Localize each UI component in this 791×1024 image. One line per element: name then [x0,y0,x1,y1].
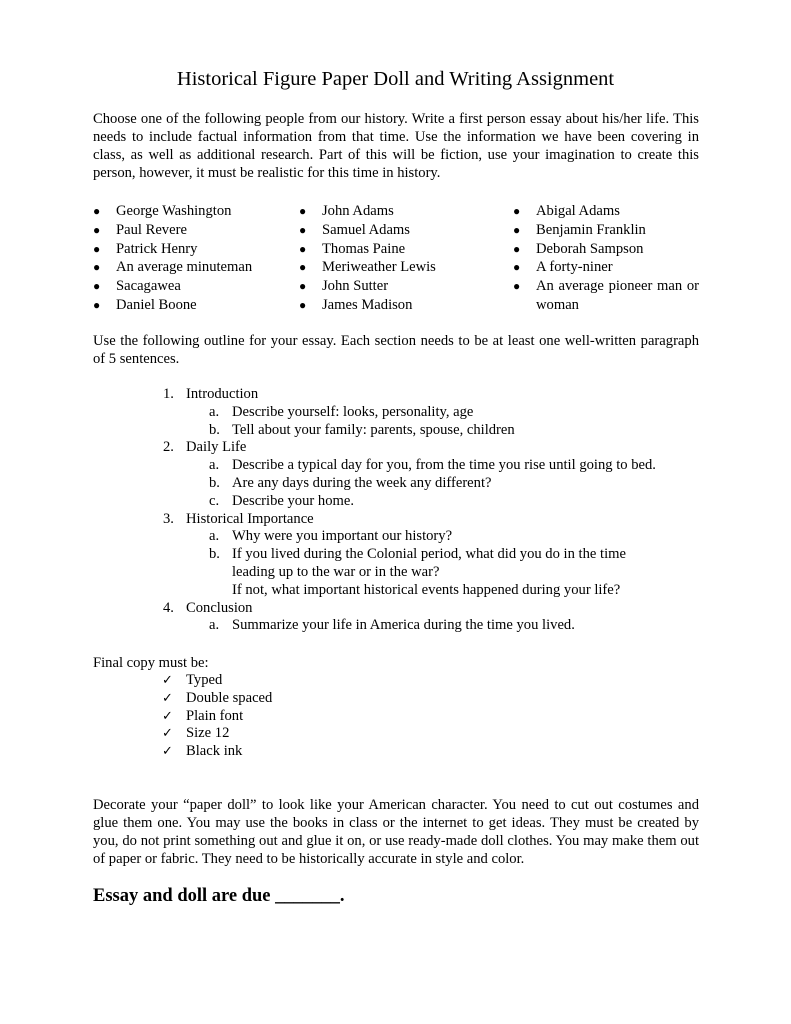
people-column-1 [93,202,293,315]
decorate-paragraph: Decorate your “paper doll” to look like your American character. You need to cut out costumes and glue them one. You may use the books in class or the internet to get ideas. They must be created by you, do not print something out and glue it on, or use ready-made doll clothes. You may make them out of paper or fabric. They need to be historically accurate in style and color. [93,797,699,867]
bullet-icon: ● [93,241,101,256]
bullet-icon: ● [93,260,101,275]
list-item: ● A forty-niner [513,259,613,276]
bullet-icon: ● [299,204,307,218]
bullet-icon: ● [513,204,521,218]
bullet-icon: ● [513,241,521,256]
people-column-3 [513,202,699,315]
bullet-icon: ● [93,204,101,218]
bullet-icon: ● [513,279,521,294]
outline-heading: Conclusion [186,599,253,616]
outline-item: a. Why were you important our history? [209,528,453,545]
checkmark-icon: ✓ [162,744,173,760]
list-item: ● James Madison [299,296,413,313]
checkmark-icon: ✓ [162,690,173,706]
list-item: ● Meriweather Lewis [299,259,436,276]
list-item: ● Benjamin Franklin [513,221,646,238]
list-item: ● Sacagawea [93,278,181,295]
bullet-icon: ● [93,279,101,294]
outline-section: 4. Conclusion [163,599,253,616]
people-list [93,202,699,322]
bullet-icon: ● [299,222,307,237]
essay-outline [160,386,700,635]
outline-section: 2. Daily Life [163,439,247,456]
list-item: ● John Adams [299,203,394,219]
checklist-item: ✓ Typed [162,672,223,688]
outline-item: c. Describe your home. [209,492,354,509]
outline-intro-paragraph: Use the following outline for your essay. Each section needs to be at least one well-written paragraph of 5 sentences. [93,333,699,367]
people-column-2 [299,202,499,315]
checkmark-icon: ✓ [162,726,173,742]
outline-item: b. Tell about your family: parents, spouse, children [209,421,515,438]
outline-heading: Historical Importance [186,510,314,527]
checkmark-icon: ✓ [162,673,173,688]
checklist-item: ✓ Double spaced [162,689,273,706]
list-item: ● Patrick Henry [93,240,198,257]
bullet-icon: ● [93,222,101,237]
outline-item: a. Describe yourself: looks, personality, age [209,403,474,420]
final-copy-checklist [162,672,272,761]
checklist-item: ✓ Black ink [162,743,243,760]
outline-note: If not, what important historical events happened during your life? [232,581,621,598]
list-item: ● John Sutter [299,278,389,295]
page-title: Historical Figure Paper Doll and Writing Assignment [176,68,615,90]
bullet-icon: ● [299,241,307,256]
list-item: ● Deborah Sampson [513,240,644,257]
intro-paragraph: Choose one of the following people from our history. Write a first person essay about his/her life. This needs to include factual information from that time. Use the information we have been covering in class, as well as additional research. Part of this will be fiction, use your imagination to create this person, however, it must be realistic for this time in history. [93,111,699,181]
outline-item: a. Summarize your life in America during the time you lived. [209,617,575,634]
outline-item: b. Are any days during the week any different? [209,474,492,491]
list-item: ● George Washington [93,203,232,219]
outline-section: 3. Historical Importance [163,510,314,527]
list-item: ● Paul Revere [93,221,187,238]
list-item: ● Samuel Adams [299,221,410,238]
bullet-icon: ● [299,260,307,275]
bullet-icon: ● [513,222,521,237]
bullet-icon: ● [93,297,101,312]
final-copy-label: Final copy must be: [93,655,209,671]
list-item: ● Daniel Boone [93,296,197,313]
bullet-icon: ● [299,297,307,312]
due-date-line: Essay and doll are due _______. [93,886,345,906]
outline-item: a. Describe a typical day for you, from the time you rise until going to bed. [209,457,656,474]
bullet-icon: ● [299,279,307,294]
list-item: ● An average pioneer man or woman [513,278,699,313]
list-item: ● Thomas Paine [299,240,406,257]
bullet-icon: ● [513,260,521,275]
checkmark-icon: ✓ [162,708,173,724]
checklist-item: ✓ Plain font [162,707,244,724]
list-item: ● An average minuteman [93,259,253,276]
outline-heading: Daily Life [186,439,247,456]
outline-section: 1. Introduction [163,386,259,402]
outline-heading: Introduction [186,386,259,402]
checklist-item: ✓ Size 12 [162,725,230,742]
outline-item: b. If you lived during the Colonial period, what did you do in the time leading up to the war or in the war? [209,546,626,580]
list-item: ● Abigal Adams [513,203,620,219]
